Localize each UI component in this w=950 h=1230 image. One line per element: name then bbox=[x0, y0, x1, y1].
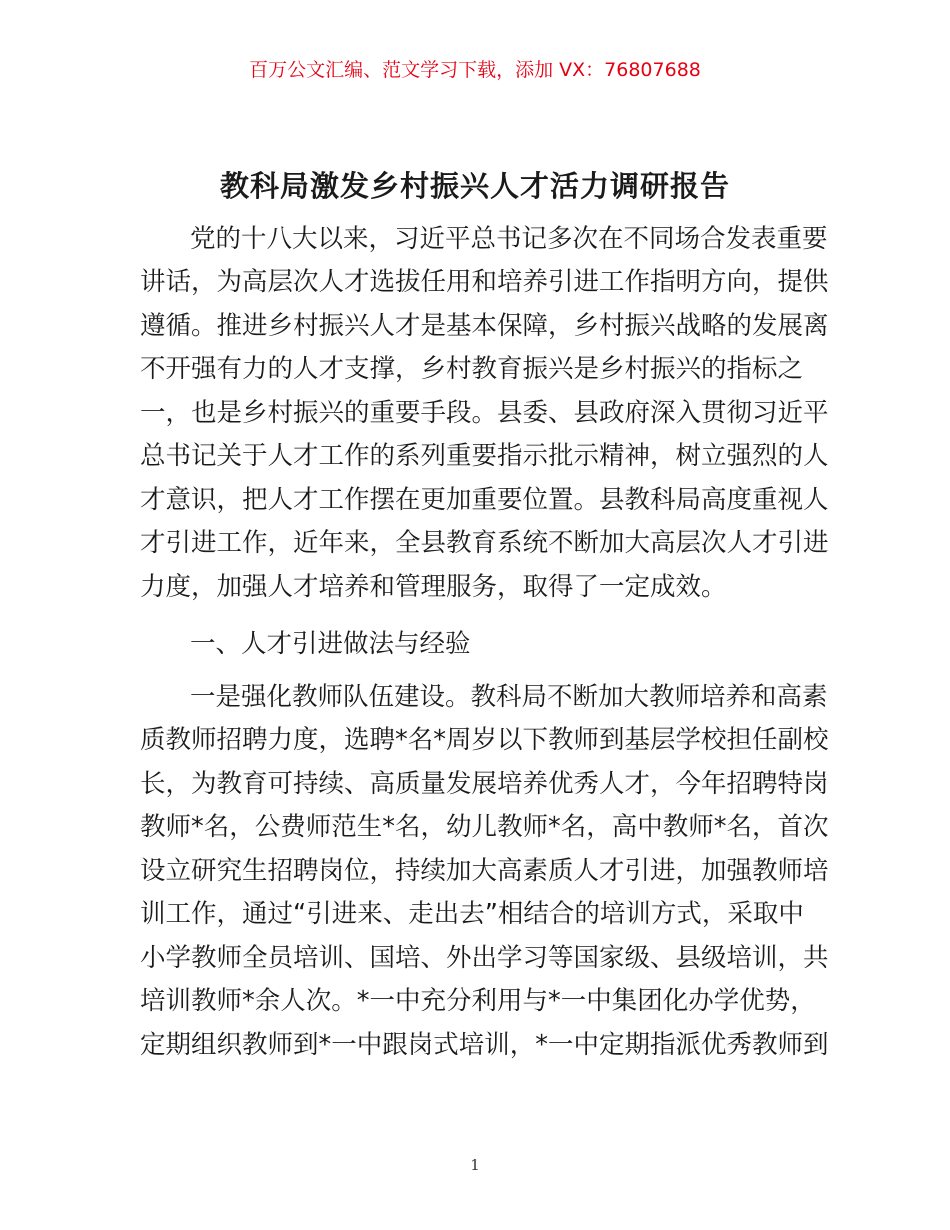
paragraph-1-line-1: 党的十八大以来，习近平总书记多次在不同场合发表重要 bbox=[190, 224, 828, 254]
document-title: 教科局激发乡村振兴人才活力调研报告 bbox=[219, 169, 730, 203]
paragraph-1-line-7: 才意识，把人才工作摆在更加重要位置。县教科局高度重视人 bbox=[140, 485, 829, 515]
paragraph-2-line-7: 小学教师全员培训、国培、外出学习等国家级、县级培训，共 bbox=[140, 943, 829, 973]
paragraph-2-line-5: 设立研究生招聘岗位，持续加大高素质人才引进，加强教师培 bbox=[140, 856, 829, 886]
header-watermark-note: 百万公文汇编、范文学习下载，添加 VX：76807688 bbox=[249, 59, 701, 81]
paragraph-2-line-8: 培训教师*余人次。*一中充分利用与*一中集团化办学优势， bbox=[140, 986, 816, 1016]
section-heading-1: 一、人才引进做法与经验 bbox=[190, 629, 471, 659]
paragraph-1-line-4: 不开强有力的人才支撑，乡村教育振兴是乡村振兴的指标之 bbox=[140, 354, 804, 384]
paragraph-1-line-9: 力度，加强人才培养和管理服务，取得了一定成效。 bbox=[140, 572, 727, 602]
paragraph-2-line-9: 定期组织教师到*一中跟岗式培训，*一中定期指派优秀教师到 bbox=[140, 1030, 829, 1060]
paragraph-2-line-6: 训工作，通过“引进来、走出去”相结合的培训方式，采取中 bbox=[140, 899, 804, 929]
paragraph-2-line-2: 质教师招聘力度，选聘*名*周岁以下教师到基层学校担任副校 bbox=[140, 725, 829, 755]
paragraph-1-line-8: 才引进工作，近年来，全县教育系统不断加大高层次人才引进 bbox=[140, 528, 829, 558]
paragraph-2-line-4: 教师*名，公费师范生*名，幼儿教师*名，高中教师*名，首次 bbox=[140, 812, 829, 842]
paragraph-1-line-2: 讲话，为高层次人才选拔任用和培养引进工作指明方向，提供 bbox=[140, 267, 829, 297]
paragraph-1-line-3: 遵循。推进乡村振兴人才是基本保障，乡村振兴战略的发展离 bbox=[140, 311, 829, 341]
paragraph-1-line-5: 一，也是乡村振兴的重要手段。县委、县政府深入贯彻习近平 bbox=[140, 398, 829, 428]
paragraph-2-line-3: 长，为教育可持续、高质量发展培养优秀人才，今年招聘特岗 bbox=[140, 769, 829, 799]
paragraph-1-line-6: 总书记关于人才工作的系列重要指示批示精神，树立强烈的人 bbox=[140, 441, 829, 471]
paragraph-2-line-1: 一是强化教师队伍建设。教科局不断加大教师培养和高素 bbox=[190, 682, 828, 712]
page-number: 1 bbox=[470, 1156, 480, 1174]
